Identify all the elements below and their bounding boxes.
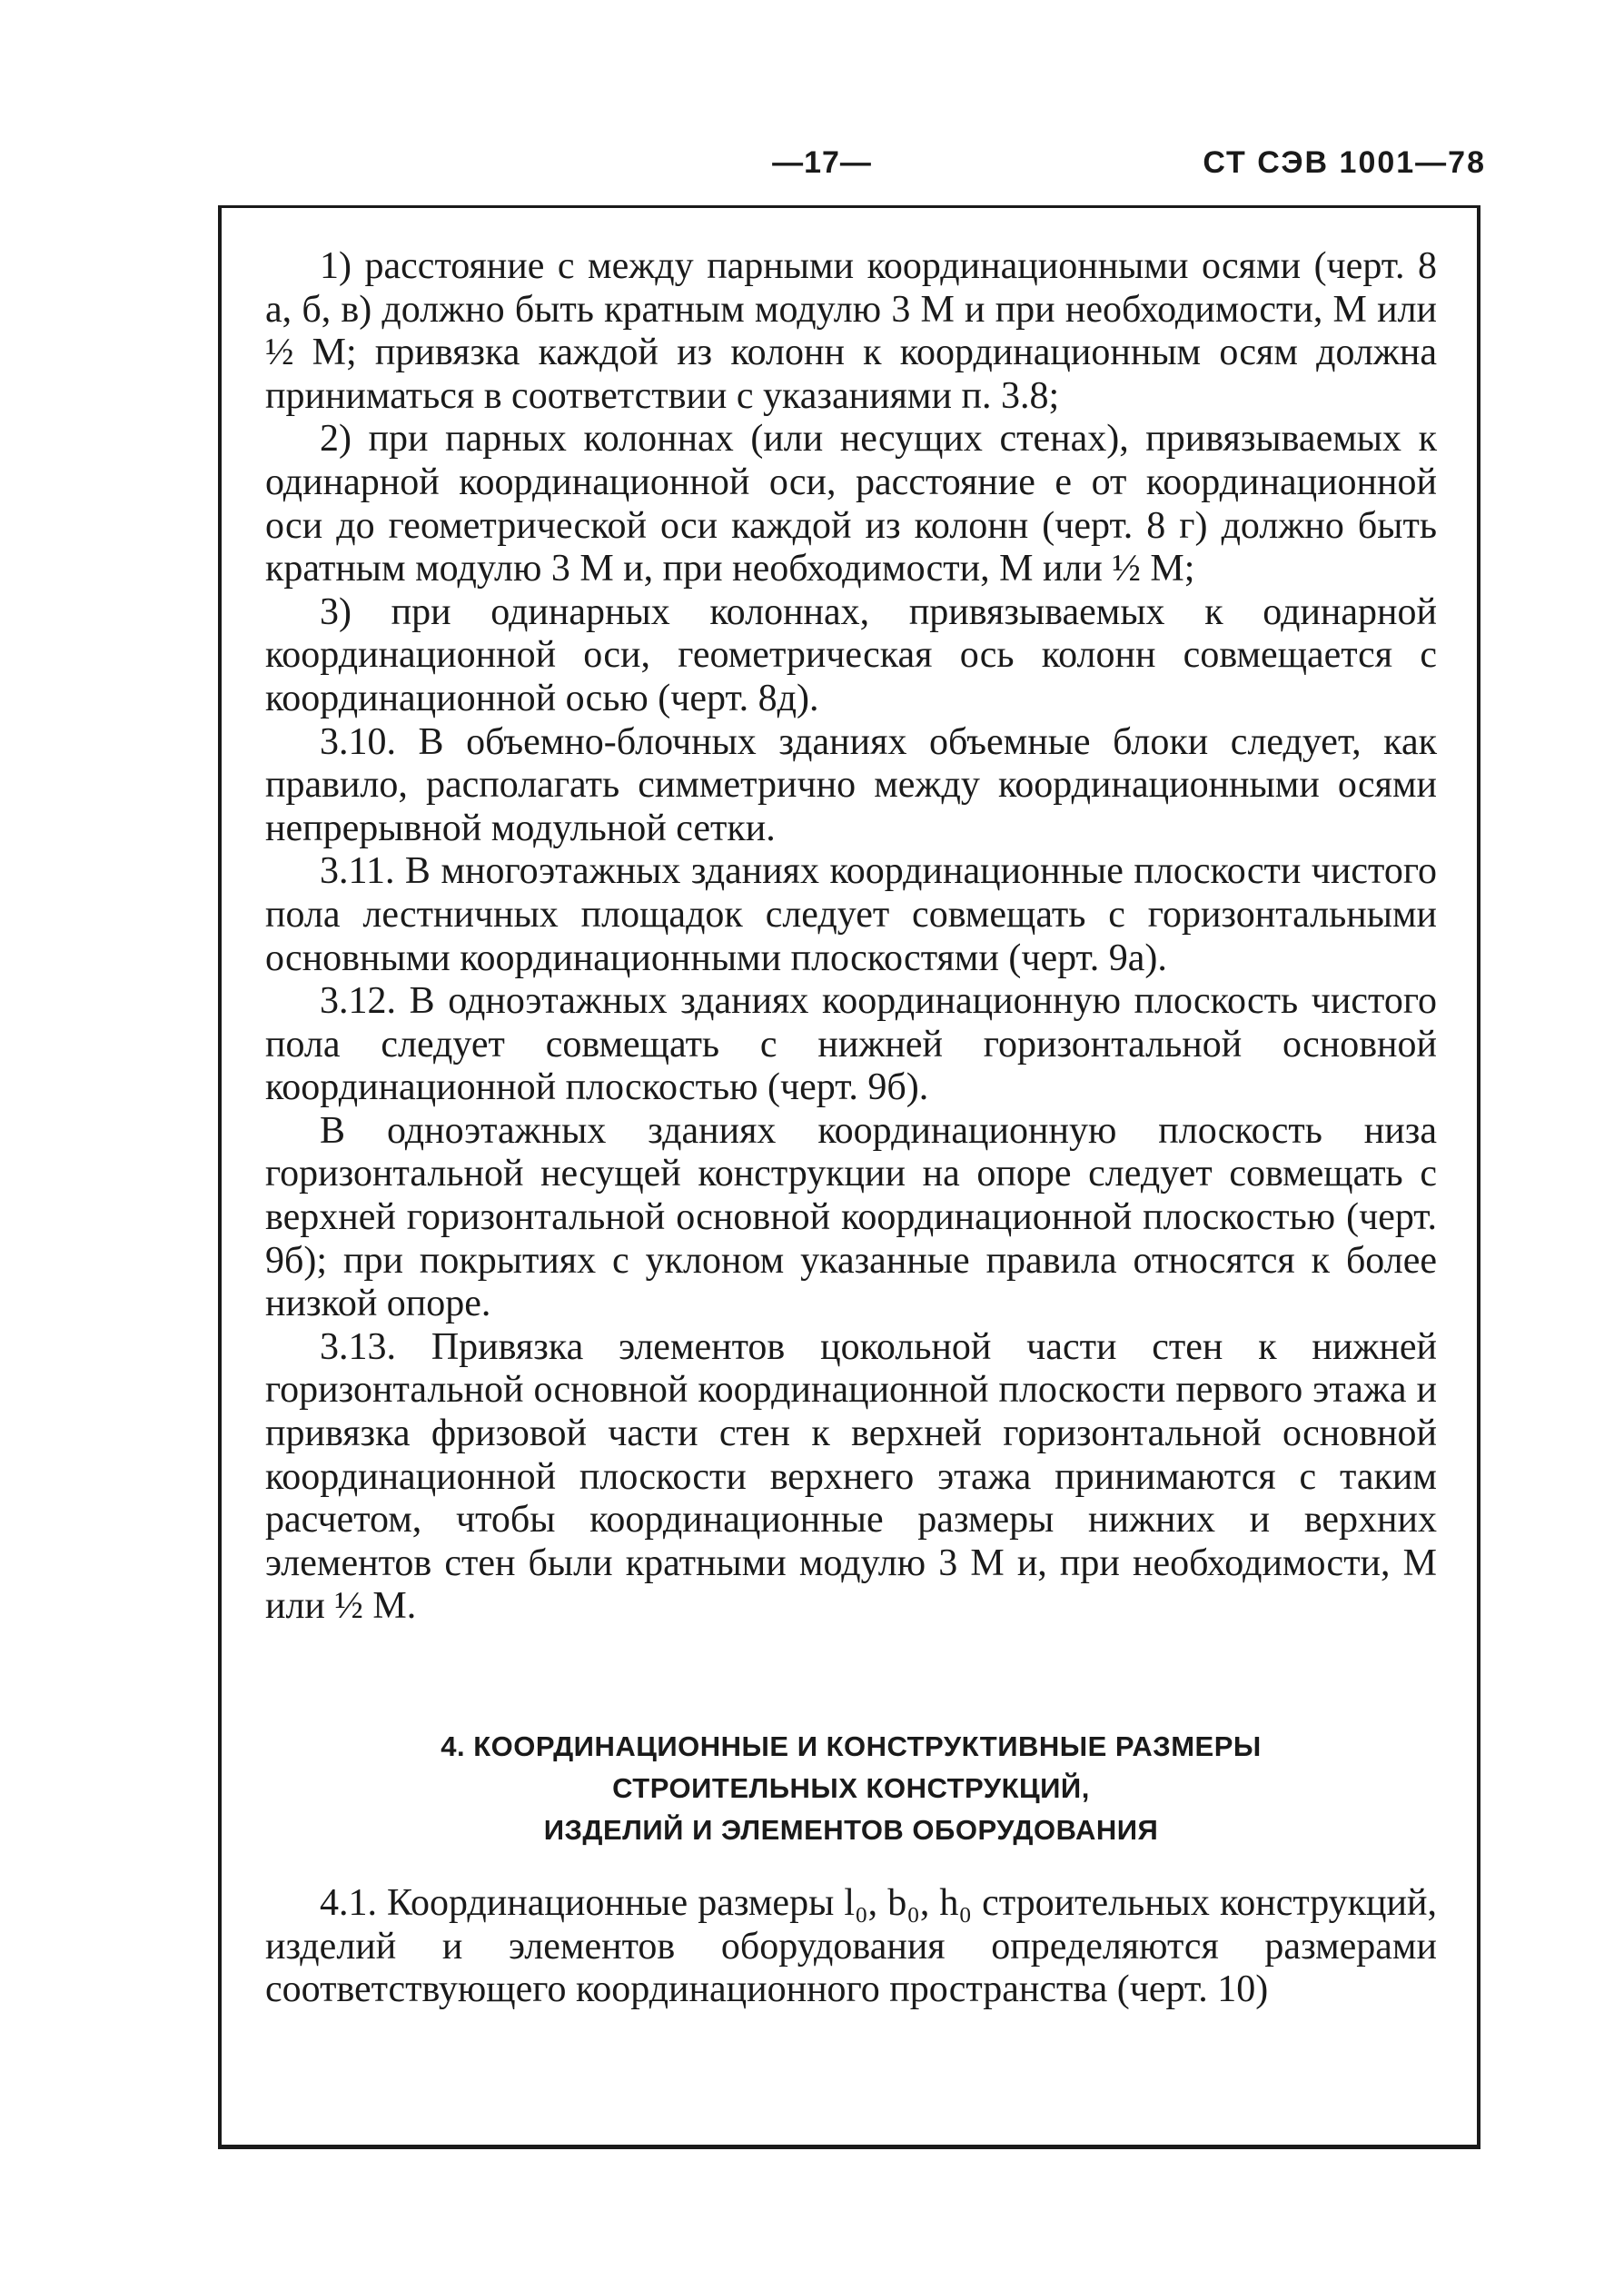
- paragraph-item-2: 2) при парных колоннах (или несущих стенах), привязываемых к одинарной координационной оси, расстояние e от координационной оси до геометрической оси каждой из колонн (черт. 8 г) должно быть кратным модулю 3 M и, при необходимости, M или ½ M;: [265, 418, 1437, 590]
- document-code: СТ СЭВ 1001—78: [1203, 145, 1486, 180]
- paragraph-3-11: 3.11. В многоэтажных зданиях координационные плоскости чистого пола лестничных площадок следует совмещать с горизонтальными основными координационными плоскостями (черт. 9а).: [265, 850, 1437, 979]
- paragraph-3-12-continued: В одноэтажных зданиях координационную плоскость низа горизонтальной несущей конструкции на опоре следует совмещать с верхней горизонтальной основной координационной плоскостью (черт. 9б); при покрытиях с уклоном указанные правила относятся к более низкой опоре.: [265, 1109, 1437, 1325]
- page-number: —17—: [772, 145, 872, 180]
- section-heading: [265, 1726, 1437, 1851]
- section-heading-line: ИЗДЕЛИЙ И ЭЛЕМЕНТОВ ОБОРУДОВАНИЯ: [543, 1814, 1159, 1846]
- body-text: [265, 245, 1437, 1629]
- paragraph-3-13: 3.13. Привязка элементов цокольной части стен к нижней горизонтальной основной координационной плоскости первого этажа и привязка фризовой части стен к верхней горизонтальной основной координационной плоскости верхнего этажа принимаются с таким расчетом, чтобы координационные размеры нижних и верхних элементов стен были кратными модулю 3 M и, при необходимости, M или ½ M.: [265, 1325, 1437, 1628]
- paragraph-3-10: 3.10. В объемно-блочных зданиях объемные блоки следует, как правило, располагать симметрично между координационными осями непрерывной модульной сетки.: [265, 720, 1437, 849]
- section-heading-line: СТРОИТЕЛЬНЫХ КОНСТРУКЦИЙ,: [612, 1772, 1090, 1804]
- section-heading-line: 4. КООРДИНАЦИОННЫЕ И КОНСТРУКТИВНЫЕ РАЗМЕРЫ: [441, 1730, 1262, 1762]
- paragraph-item-3: 3) при одинарных колоннах, привязываемых к одинарной координационной оси, геометрическая ось колонн совмещается с координационной осью (черт. 8д).: [265, 590, 1437, 719]
- paragraph-3-12: 3.12. В одноэтажных зданиях координационную плоскость чистого пола следует совмещать с нижней горизонтальной основной координационной плоскостью (черт. 9б).: [265, 980, 1437, 1109]
- paragraph-4-1: 4.1. Координационные размеры l₀, b₀, h₀ строительных конструкций, изделий и элементов оборудования определяются размерами соответствующего координационного пространства (черт. 10): [265, 1882, 1437, 2011]
- paragraph-item-1: 1) расстояние c между парными координационными осями (черт. 8 а, б, в) должно быть кратным модулю 3 M и при необходимости, M или ½ M; привязка каждой из колонн к координационным осям должна приниматься в соответствии с указаниями п. 3.8;: [265, 245, 1437, 417]
- section-text: [265, 1882, 1437, 2012]
